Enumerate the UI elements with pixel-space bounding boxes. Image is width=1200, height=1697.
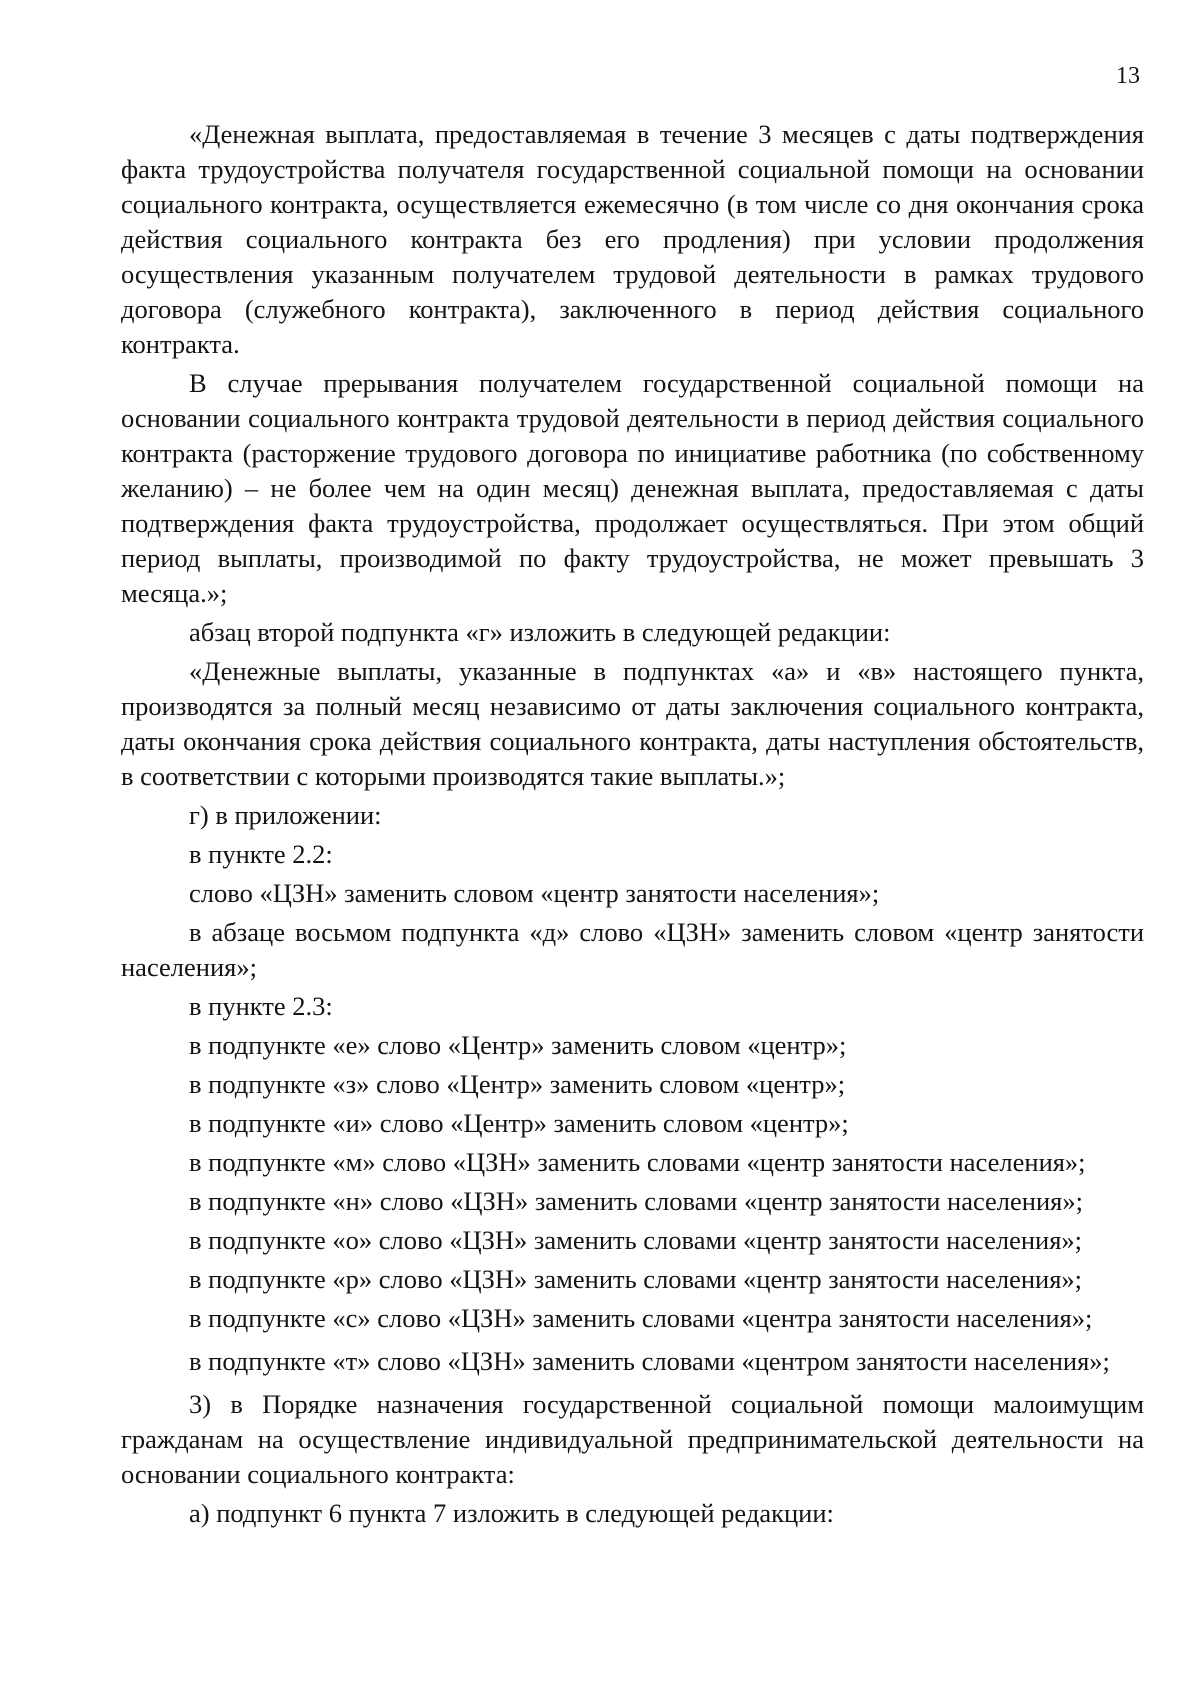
paragraph-subitem-m: в подпункте «м» слово «ЦЗН» заменить словами «центр занятости населения»; (189, 1147, 1086, 1177)
paragraph-subitem-o: в подпункте «о» слово «ЦЗН» заменить словами «центр занятости населения»; (189, 1225, 1083, 1255)
paragraph-subitem-r: в подпункте «р» слово «ЦЗН» заменить словами «центр занятости населения»; (189, 1264, 1083, 1294)
paragraph-subitem-i: в подпункте «и» слово «Центр» заменить словом «центр»; (189, 1108, 849, 1138)
paragraph-item-2-3: в пункте 2.3: (189, 991, 333, 1021)
paragraph-subitem-s: в подпункте «с» слово «ЦЗН» заменить словами «центра занятости населения»; (189, 1303, 1093, 1333)
paragraph-subitem-z: в подпункте «з» слово «Центр» заменить словом «центр»; (189, 1069, 846, 1099)
paragraph-subitem-n: в подпункте «н» слово «ЦЗН» заменить словами «центр занятости населения»; (189, 1186, 1083, 1216)
paragraph-interruption-case: В случае прерывания получателем государственной социальной помощи на основании социального контракта трудовой деятельности в период действия социального контракта (расторжение трудового договора по инициативе работника (по собственному желанию) – не более чем на один месяц) денежная выплата, предоставляемая с даты подтверждения факта трудоустройства, продолжает осуществляться. При этом общий период выплаты, производимой по факту трудоустройства, не может превышать 3 месяца.»; (121, 368, 1144, 608)
page-number: 13 (1116, 63, 1140, 89)
paragraph-eighth-indent-d: в абзаце восьмом подпункта «д» слово «ЦЗН» заменить словом «центр занятости населения»; (121, 917, 1144, 982)
paragraph-payments-quote: «Денежные выплаты, указанные в подпунктах «а» и «в» настоящего пункта, производятся за полный месяц независимо от даты заключения социального контракта, даты окончания срока действия социального контракта, даты наступления обстоятельств, в соответствии с которыми производятся такие выплаты.»; (121, 656, 1144, 791)
document-body (121, 117, 1144, 1531)
paragraph-replace-czn: слово «ЦЗН» заменить словом «центр занятости населения»; (189, 878, 880, 908)
paragraph-subitem-e: в подпункте «е» слово «Центр» заменить словом «центр»; (189, 1030, 847, 1060)
paragraph-item-2-2: в пункте 2.2: (189, 839, 333, 869)
paragraph-subitem-a-item-7: а) подпункт 6 пункта 7 изложить в следующей редакции: (189, 1498, 834, 1528)
paragraph-amend-subitem-g: абзац второй подпункта «г» изложить в следующей редакции: (189, 617, 891, 647)
paragraph-subitem-t: в подпункте «т» слово «ЦЗН» заменить словами «центром занятости населения»; (189, 1346, 1110, 1376)
paragraph-appendix: г) в приложении: (189, 800, 382, 830)
paragraph-procedure-3: 3) в Порядке назначения государственной социальной помощи малоимущим гражданам на осуществление индивидуальной предпринимательской деятельности на основании социального контракта: (121, 1389, 1144, 1489)
paragraph-payment-quote: «Денежная выплата, предоставляемая в течение 3 месяцев с даты подтверждения факта трудоустройства получателя государственной социальной помощи на основании социального контракта, осуществляется ежемесячно (в том числе со дня окончания срока действия социального контракта без его продления) при условии продолжения осуществления указанным получателем трудовой деятельности в рамках трудового договора (служебного контракта), заключенного в период действия социального контракта. (121, 119, 1144, 359)
